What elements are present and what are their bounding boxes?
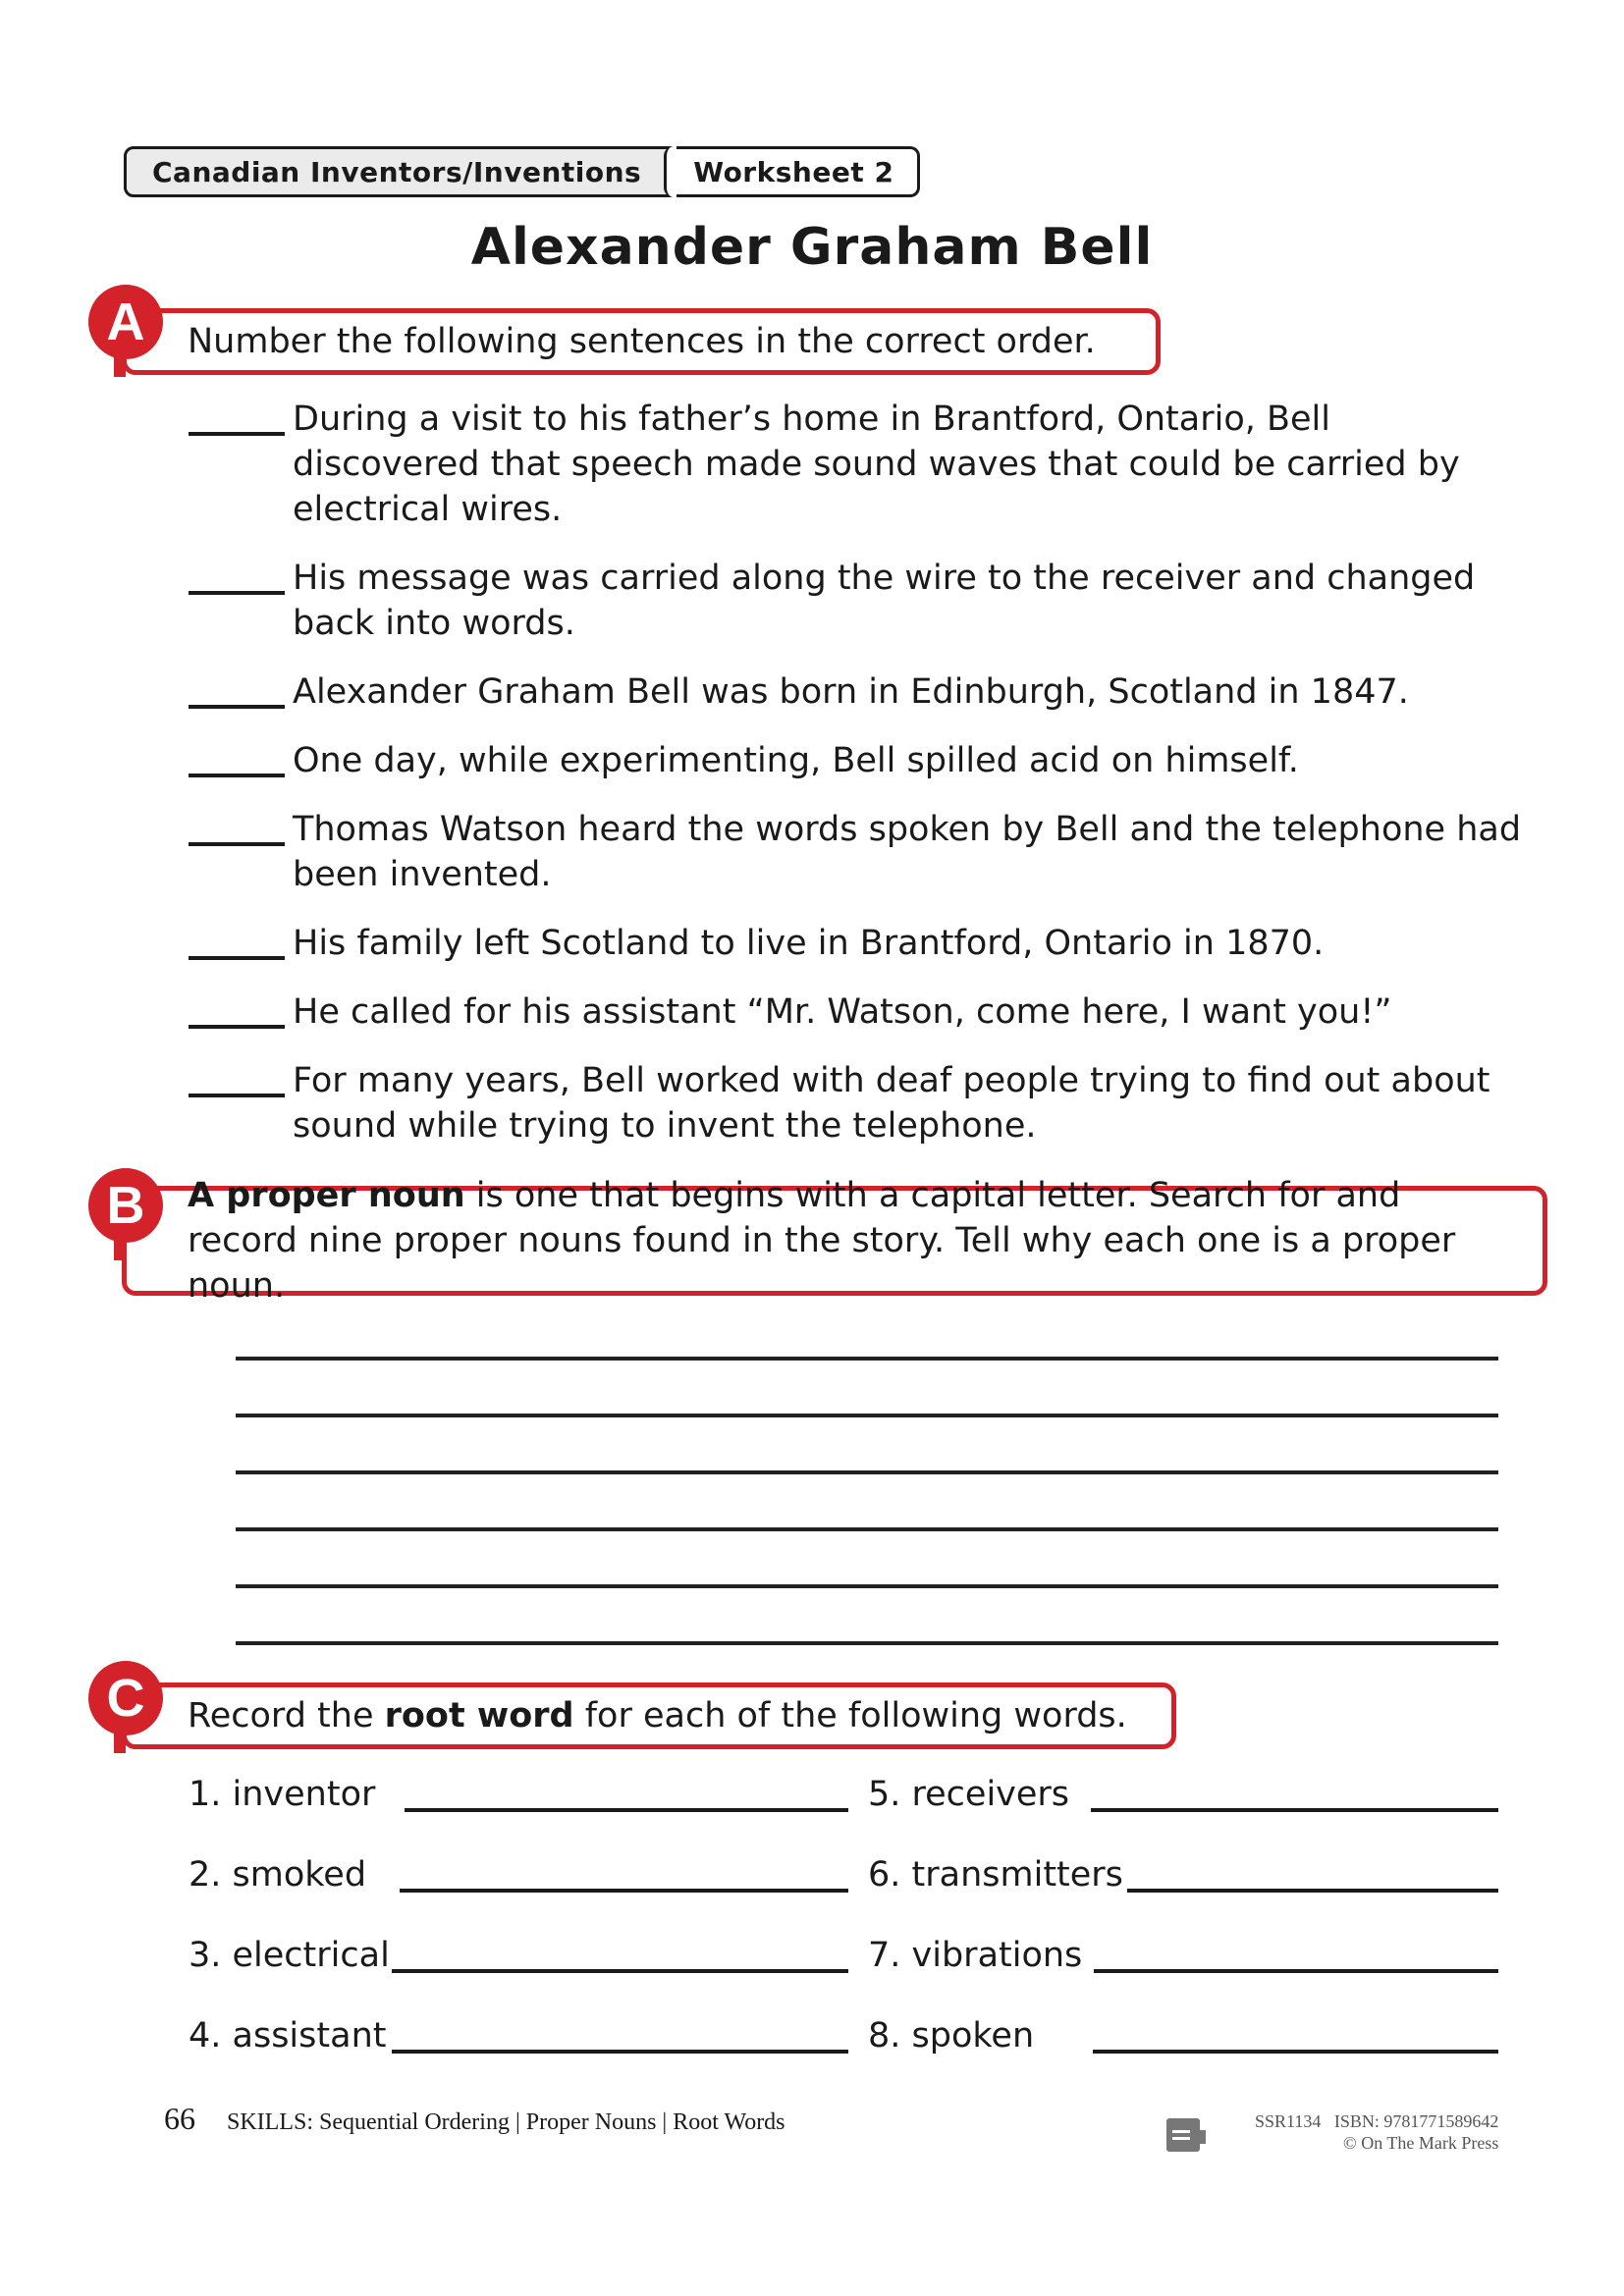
root-word-label: 4. assistant [189, 2016, 387, 2056]
proper-noun-answer-lines [236, 1357, 1498, 1698]
publisher-book-icon [1166, 2118, 1200, 2152]
order-blank[interactable] [189, 1025, 285, 1029]
sentence-item [189, 556, 1524, 646]
root-word-item [189, 2014, 868, 2056]
root-word-answer-line[interactable] [1093, 2050, 1498, 2054]
answer-line[interactable] [236, 1357, 1498, 1361]
section-a-instruction [122, 308, 1161, 375]
root-word-answer-line[interactable] [1091, 1808, 1498, 1812]
root-word-answer-line[interactable] [392, 2050, 848, 2054]
worksheet-label: Worksheet 2 [693, 155, 894, 188]
sentence-text: His family left Scotland to live in Brantford, Ontario in 1870. [293, 924, 1325, 963]
order-blank[interactable] [189, 705, 285, 709]
order-blank[interactable] [189, 842, 285, 846]
root-word-label: 8. spoken [868, 2016, 1035, 2056]
section-c-instruction [122, 1682, 1176, 1749]
order-blank[interactable] [189, 956, 285, 960]
section-c-pre: Record the [188, 1696, 385, 1735]
root-word-term: root word [384, 1696, 574, 1735]
publisher-info [1255, 2110, 1498, 2154]
sentence-item [189, 669, 1524, 715]
proper-noun-term: A proper noun [188, 1176, 465, 1215]
root-word-label: 6. transmitters [868, 1855, 1123, 1895]
sentence-text: During a visit to his father’s home in Brantford, Ontario, Bell discovered that speech made sound waves that could be carried by electrical wires. [293, 400, 1460, 529]
section-a-badge: A [88, 285, 163, 359]
sentence-text: His message was carried along the wire to the receiver and changed back into words. [293, 559, 1476, 643]
isbn-row [1255, 2110, 1498, 2132]
root-word-item [868, 1934, 1498, 1975]
header-tabs [124, 146, 920, 201]
root-word-item [189, 1853, 868, 1895]
root-word-grid [189, 1773, 1498, 2056]
order-blank[interactable] [189, 774, 285, 777]
answer-line[interactable] [236, 1584, 1498, 1588]
isbn: ISBN: 9781771589642 [1333, 2111, 1499, 2131]
root-word-label: 2. smoked [189, 1855, 367, 1895]
root-word-item [868, 2014, 1498, 2056]
root-word-label: 5. receivers [868, 1775, 1070, 1814]
copyright: © On The Mark Press [1343, 2133, 1499, 2153]
sentence-item [189, 807, 1524, 897]
order-blank[interactable] [189, 1094, 285, 1097]
sentence-item [189, 738, 1524, 783]
sentence-text: He called for his assistant “Mr. Watson, come here, I want you!” [293, 992, 1392, 1032]
root-word-item [868, 1853, 1498, 1895]
answer-line[interactable] [236, 1527, 1498, 1531]
root-word-label: 1. inventor [189, 1775, 376, 1814]
root-word-item [189, 1773, 868, 1814]
footer-right [1166, 2110, 1498, 2154]
section-c-badge: C [88, 1661, 163, 1735]
page-title: Alexander Graham Bell [470, 218, 1154, 277]
sentence-item [189, 1058, 1524, 1148]
root-word-item [189, 1934, 868, 1975]
answer-line[interactable] [236, 1641, 1498, 1645]
section-a-text: Number the following sentences in the correct order. [188, 322, 1096, 361]
section-b-text [188, 1173, 1519, 1308]
answer-line[interactable] [236, 1470, 1498, 1474]
root-word-label: 7. vibrations [868, 1936, 1083, 1975]
root-word-answer-line[interactable] [392, 1969, 848, 1973]
root-word-answer-line[interactable] [1094, 1969, 1498, 1973]
sentence-list [189, 397, 1524, 1172]
root-word-label: 3. electrical [189, 1936, 390, 1975]
section-c-post: for each of the following words. [573, 1696, 1127, 1735]
sentence-text: One day, while experimenting, Bell spilled acid on himself. [293, 741, 1299, 780]
page-number: 66 [164, 2101, 195, 2136]
root-word-answer-line[interactable] [405, 1808, 848, 1812]
sentence-item [189, 989, 1524, 1035]
sentence-text: Alexander Graham Bell was born in Edinburgh, Scotland in 1847. [293, 672, 1409, 712]
sentence-text: For many years, Bell worked with deaf people trying to find out about sound while trying to invent the telephone. [293, 1061, 1490, 1146]
section-b-instruction [122, 1176, 1547, 1306]
footer-left [164, 2101, 785, 2137]
root-word-item [868, 1773, 1498, 1814]
worksheet-tab [670, 146, 920, 197]
skills-label: SKILLS: Sequential Ordering | Proper Nouns | Root Words [227, 2109, 785, 2135]
section-b-rest: is one that begins with a capital letter. Search for and record nine proper nouns found in the story. Tell why each one is a proper noun. [188, 1176, 1456, 1306]
section-b-badge: B [88, 1168, 163, 1243]
order-blank[interactable] [189, 591, 285, 595]
sentence-text: Thomas Watson heard the words spoken by Bell and the telephone had been invented. [293, 810, 1522, 894]
sentence-item [189, 921, 1524, 966]
section-c-text [188, 1693, 1127, 1738]
root-word-answer-line[interactable] [1127, 1889, 1498, 1893]
topic-tab: Canadian Inventors/Inventions [124, 146, 670, 197]
answer-line[interactable] [236, 1414, 1498, 1417]
product-code: SSR1134 [1255, 2111, 1322, 2131]
sentence-item [189, 397, 1524, 532]
order-blank[interactable] [189, 432, 285, 436]
root-word-answer-line[interactable] [400, 1889, 848, 1893]
